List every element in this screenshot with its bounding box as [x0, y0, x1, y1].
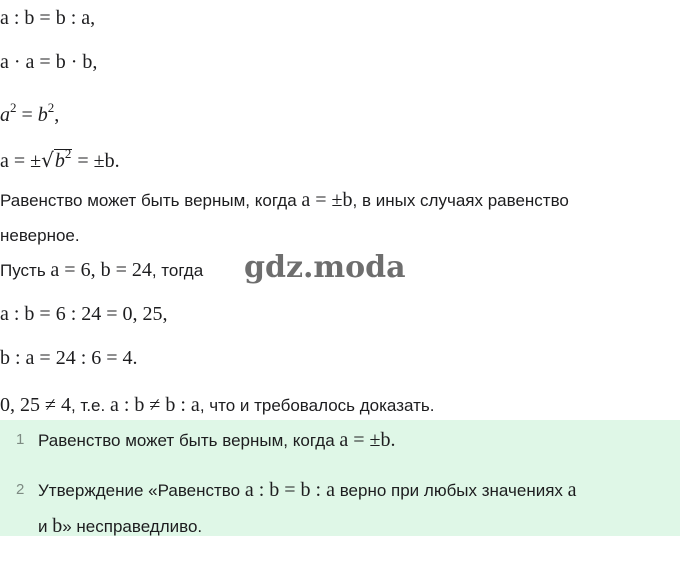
let-label: Пусть: [0, 261, 51, 280]
answer-text-before: Утверждение «Равенство: [38, 481, 245, 500]
paragraph-equality-condition: [0, 188, 569, 213]
conclusion-text-2: , что и требовалось доказать.: [199, 396, 435, 415]
paragraph-text-1: Равенство может быть верным, когда: [0, 191, 302, 210]
answer-number: 1: [16, 431, 25, 448]
paragraph-math: a = ±b: [301, 189, 353, 211]
answer-number: 2: [16, 481, 25, 498]
watermark-logo: gdz.moda: [244, 250, 406, 285]
conclusion-math-2: a : b ≠ b : a: [109, 394, 200, 416]
conclusion: [0, 393, 434, 418]
calculation-1: a : b = 6 : 24 = 0, 25,: [0, 303, 168, 325]
calculation-2: b : a = 24 : 6 = 4.: [0, 347, 138, 369]
equation-squares: $a^2 = b^2$,: [0, 100, 60, 126]
let-statement: [0, 258, 203, 283]
conclusion-math-1: 0, 25 ≠ 4: [0, 394, 71, 416]
answer-math-end: a: [567, 479, 577, 501]
sqrt-expression: $√b^2$: [41, 146, 72, 172]
conclusion-text-1: , т.е.: [70, 396, 110, 415]
answer-line2-math: b: [52, 515, 63, 537]
let-then: , тогда: [151, 261, 204, 280]
equation-ratio: a : b = b : a,: [0, 7, 96, 29]
answer-text: [38, 428, 396, 453]
equation-product: a · a = b · b,: [0, 51, 98, 73]
equation-root-left: a = ±: [0, 150, 42, 172]
answer-text-before: Равенство может быть верным, когда: [38, 431, 340, 450]
answers-panel: [0, 420, 680, 536]
let-math: a = 6, b = 24: [50, 259, 152, 281]
answer-text-line-2: [38, 514, 202, 539]
equation-root: [0, 142, 120, 173]
answer-line2-end: » несправедливо.: [62, 517, 203, 536]
paragraph-text-2: , в иных случаях равенство: [352, 191, 569, 210]
paragraph-line-2: неверное.: [0, 226, 80, 245]
answer-math: a = ±b.: [339, 429, 396, 451]
answer-line2-text: и: [38, 517, 53, 536]
answer-text-after: верно при любых значениях: [334, 481, 568, 500]
equation-root-right: = ±b.: [72, 150, 120, 172]
answer-math: a : b = b : a: [244, 479, 335, 501]
answer-text: [38, 478, 577, 503]
